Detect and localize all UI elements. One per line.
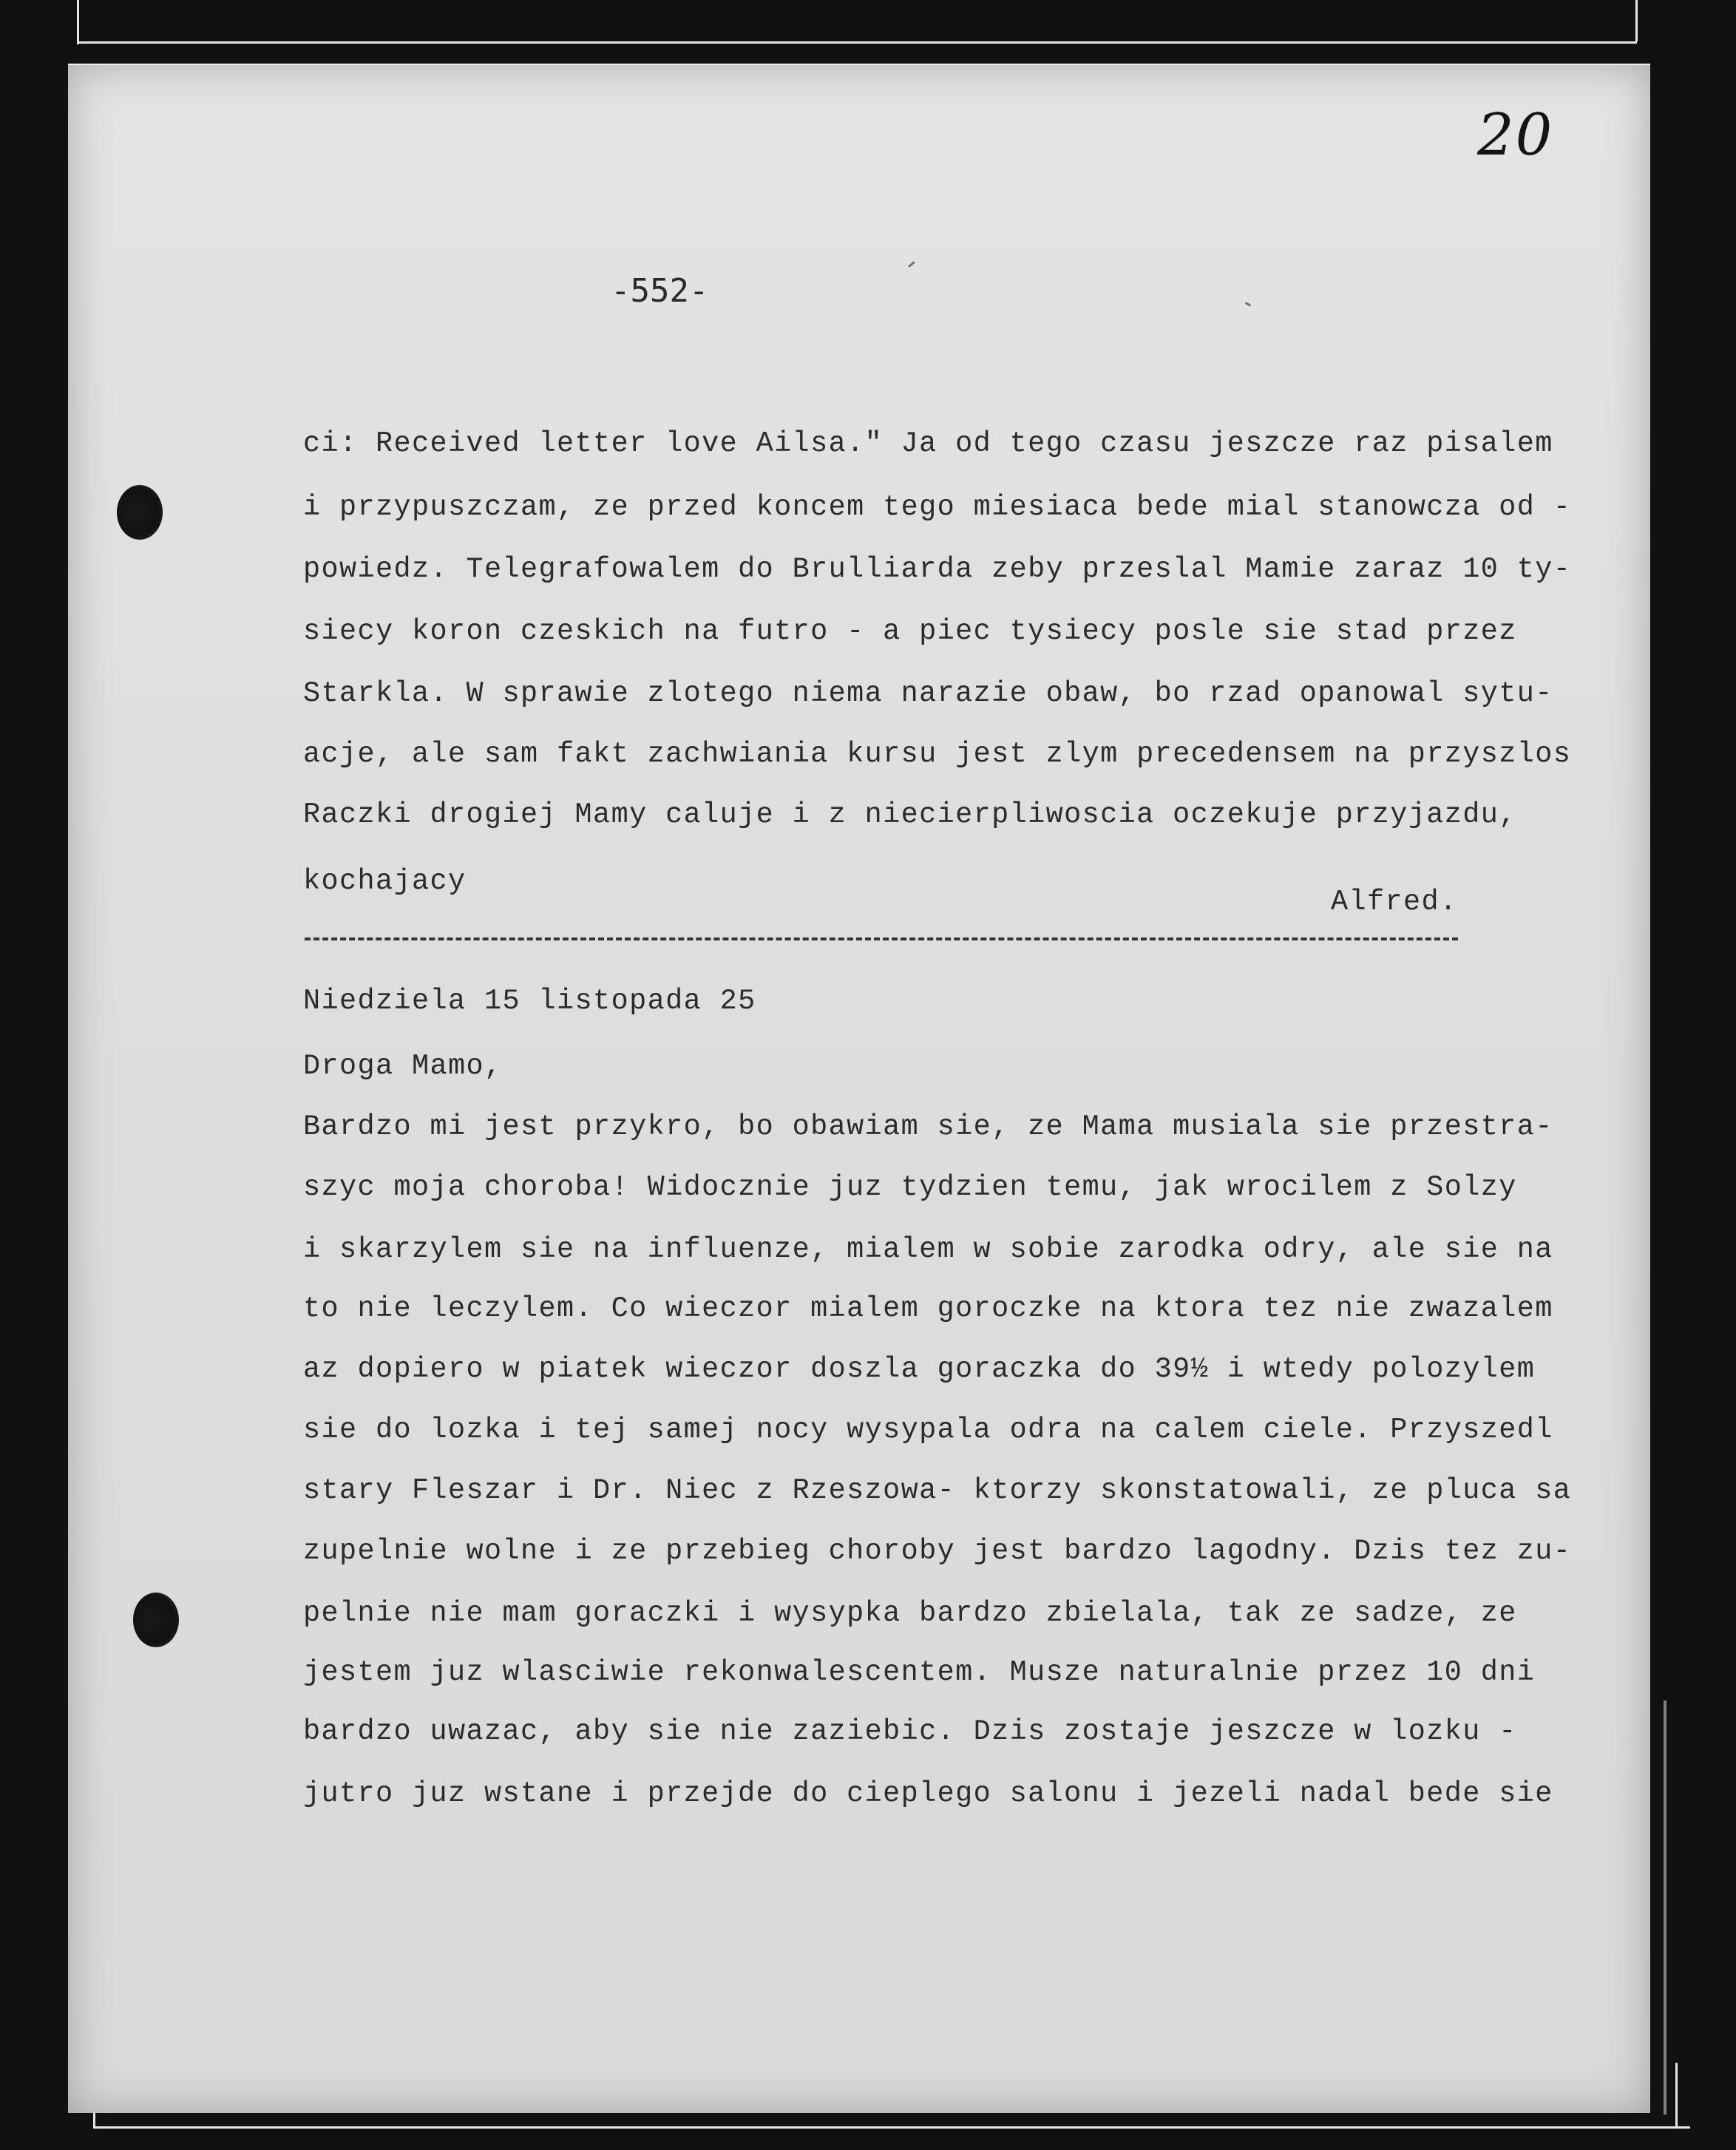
frame-border-top-left	[77, 0, 79, 44]
text-line: jestem juz wlasciwie rekonwalescentem. Musze naturalnie przez 10 dni	[303, 1656, 1536, 1689]
frame-border-bottom-right	[1675, 2063, 1678, 2128]
date-line: Niedziela 15 listopada 25	[303, 985, 756, 1017]
text-line: to nie leczylem. Co wieczor mialem goroczke na ktora tez nie zwazalem	[303, 1292, 1553, 1325]
text-line: i skarzylem sie na influenze, mialem w sobie zarodka odry, ale sie na	[303, 1233, 1553, 1266]
text-line: jutro juz wstane i przejde do cieplego salonu i jezeli nadal bede sie	[303, 1777, 1553, 1810]
text-line: acje, ale sam fakt zachwiania kursu jest zlym precedensem na przyszlos	[303, 738, 1572, 770]
punch-hole-bottom	[133, 1593, 179, 1647]
frame-border-top	[77, 41, 1637, 44]
folio-number: 20	[1477, 102, 1554, 169]
text-line: i przypuszczam, ze przed koncem tego miesiaca bede mial stanowcza od -	[303, 491, 1572, 523]
text-line: stary Fleszar i Dr. Niec z Rzeszowa- ktorzy skonstatowali, ze pluca sa	[303, 1474, 1572, 1507]
text-line: az dopiero w piatek wieczor doszla goraczka do 39½ i wtedy polozylem	[303, 1353, 1536, 1386]
text-line: Raczki drogiej Mamy caluje i z niecierpliwoscia oczekuje przyjazdu,	[303, 798, 1517, 831]
frame-border-top-right	[1635, 0, 1638, 41]
text-line: sie do lozka i tej samej nocy wysypala odra na calem ciele. Przyszedl	[303, 1414, 1553, 1446]
text-line: ci: Received letter love Ailsa." Ja od tego czasu jeszcze raz pisalem	[303, 427, 1553, 460]
salutation: Droga Mamo,	[303, 1050, 503, 1082]
text-line: Starkla. W sprawie zlotego niema narazie obaw, bo rzad opanowal sytu-	[303, 677, 1553, 710]
text-line: powiedz. Telegrafowalem do Brulliarda zeby przeslal Mamie zaraz 10 ty-	[303, 553, 1572, 586]
signature: Alfred.	[1331, 886, 1458, 918]
frame-border-bottom	[93, 2126, 1690, 2129]
punch-hole-top	[117, 485, 163, 540]
text-line: kochajacy	[303, 865, 467, 898]
text-line: szyc moja choroba! Widocznie juz tydzien temu, jak wrocilem z Solzy	[303, 1171, 1517, 1204]
text-line: zupelnie wolne i ze przebieg choroby jest bardzo lagodny. Dzis tez zu-	[303, 1535, 1572, 1567]
text-line: Bardzo mi jest przykro, bo obawiam sie, ze Mama musiala sie przestra-	[303, 1110, 1553, 1143]
film-scratch	[1664, 1700, 1667, 2115]
text-line: pelnie nie mam goraczki i wysypka bardzo zbielala, tak ze sadze, ze	[303, 1597, 1517, 1630]
section-divider	[305, 937, 1458, 940]
text-line: siecy koron czeskich na futro - a piec tysiecy posle sie stad przez	[303, 615, 1517, 648]
text-line: bardzo uwazac, aby sie nie zaziebic. Dzis zostaje jeszcze w lozku -	[303, 1715, 1517, 1748]
page-number: -552-	[611, 272, 709, 310]
